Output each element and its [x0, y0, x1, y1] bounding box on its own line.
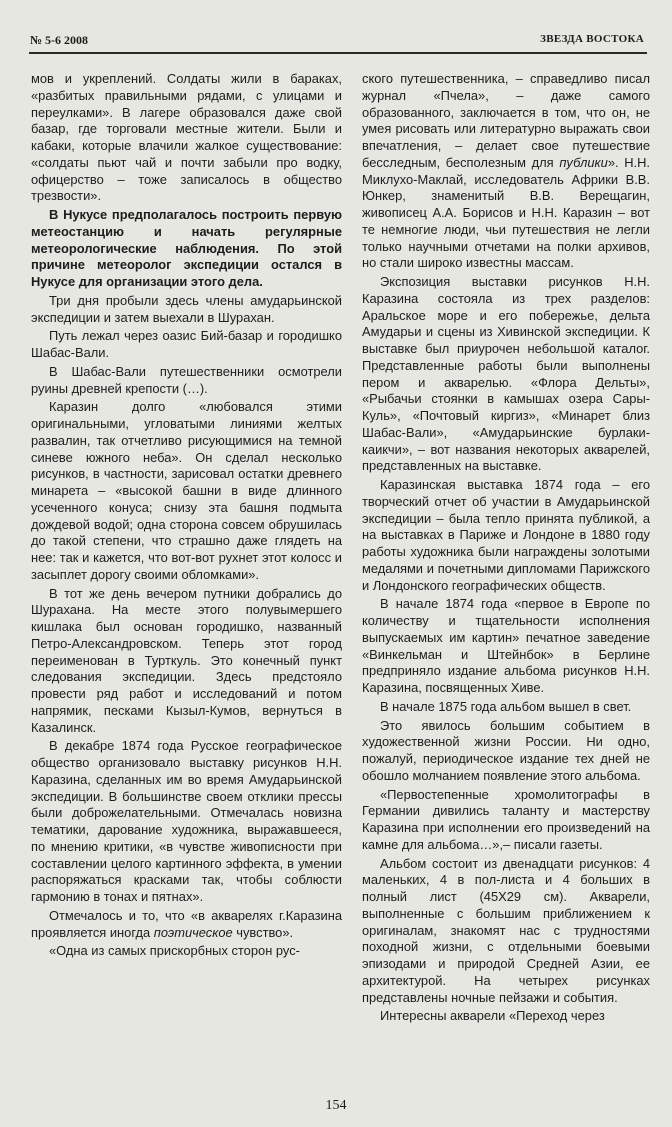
italic-emphasis: публики [559, 154, 608, 170]
paragraph-text: Альбом состоит из двенадцати рисунков: 4 маленьких, 4 в пол-листа и 4 больших в полный лист (45Х29 см). Акварели, выполненные с большим приближением к оригиналам, знакомят нас с трудностями походной жизни, с отдельными боевыми эпизодами и природой Средней Азии, ее архитектурой. На четырех рисунках представлены ночные пейзажи и события. [362, 855, 650, 1005]
paragraph [362, 274, 650, 475]
paragraph [31, 207, 342, 291]
journal-title: ЗВЕЗДА ВОСТОКА [540, 33, 644, 45]
issue-number: № 5-6 2008 [30, 33, 89, 47]
paragraph [31, 943, 342, 960]
paragraph [362, 477, 650, 594]
right-column [362, 71, 650, 1027]
paragraph-text: В декабре 1874 года Русское географическое общество организовало выставку рисунков Н.Н. Каразина, сделанных им во время Амударьинской экспедиции. В большинстве своем отклики прессы были доброжелательными. Отмечалась новизна тематики, дарование художника, выражавшееся, по мнению критики, «в чувстве живописности при составлении целого картинного эффекта, в умении распоряжаться красками так, чтобы соблюсти гармонию в тонах и пятнах». [31, 738, 342, 904]
paragraph [362, 856, 650, 1007]
paragraph [31, 586, 342, 737]
paragraph-text: В Нукусе предполагалось построить первую метеостанцию и начать регулярные метеорологические наблюдения. По этой причине метеоролог экспедиции остался в Нукусе для организации этого дела. [31, 207, 342, 289]
paragraph-text: Отмечалось и то, что «в акварелях г.Каразина проявляется иногда [31, 907, 342, 940]
paragraph-text-after: ». Н.Н. Миклухо-Маклай, исследователь Африки В.В. Юнкер, знаменитый В.В. Верещагин, живописец А.А. Борисов и Н.Н. Каразин – вот те немногие люди, чьи путешествия не легли только научными отчетами на полки архивов, но стали широко известны массам. [362, 154, 650, 271]
paragraph-text: Это явилось большим событием в художественной жизни России. Ни одно, пожалуй, периодическое издание тех дней не обошло молчанием появление этого альбома. [362, 717, 650, 783]
paragraph [31, 908, 342, 942]
paragraph [362, 71, 650, 272]
paragraph [31, 328, 342, 362]
paragraph-text: Три дня пробыли здесь члены амударьинской экспедиции и затем выехали в Шурахан. [31, 292, 342, 325]
paragraph-text: В начале 1874 года «первое в Европе по количеству и тщательности исполнения выпускаемых им картин» печатное заведение «Винкельман и Штейнбок» в Берлине предприняло издание альбома рисунков Н.Н. Каразина, посвященных Хиве. [362, 596, 650, 695]
paragraph-text: В Шабас-Вали путешественники осмотрели руины древней крепости (…). [31, 363, 342, 396]
paragraph-text: Каразинская выставка 1874 года – его творческий отчет об участии в Амударьинской экспедиции – была тепло принята публикой, а на выставках в Париже и Лондоне в 1880 году работы художника были награждены золотыми медалями и почетными дипломами Парижского и Лондонского географических обществ. [362, 477, 650, 593]
paragraph-text: ского путешественника, – справедливо писал журнал «Пчела», – даже самого образованного, заключается в том, что он, не умея рисовать или литературно выражать свои впечатления, – делает свое путешествие бесследным, бесполезным для [362, 71, 650, 170]
paragraph [362, 787, 650, 854]
paragraph-text-after: чувство». [232, 924, 294, 940]
paragraph-text: «Одна из самых прискорбных сторон рус- [49, 943, 300, 959]
paragraph-text: «Первостепенные хромолитографы в Германии дивились таланту и мастерству Каразина при исполнении его произведений на камне для альбома…»,– писали газеты. [362, 786, 650, 852]
paragraph-text: мов и укреплений. Солдаты жили в бараках, «разбитых правильными рядами, с улицами и переулками». В лагере образовался даже свой базар, где торговали местные жители. Были и кабаки, которые влачили жалкое существование: «солдаты пьют чай и почти забыли про водку, офицерство – тоже записалось в общество трезвости». [31, 71, 342, 204]
paragraph [31, 364, 342, 398]
paragraph-text: Интересны акварели «Переход через [380, 1008, 605, 1024]
paragraph [31, 71, 342, 205]
italic-emphasis: поэтическое [153, 924, 233, 940]
paragraph-text: Каразин долго «любовался этими оригинальными, угловатыми линиями желтых развалин, так отчетливо рисующимися на темной синеве южного неба». Он сделал несколько рисунков, в частности, зарисовал остатки древнего минарета – «высокой башни в виде длинного усеченного конуса; снизу эта башня подмыта дождевой водой; одна сторона совсем обрушилась до такой степени, что страшно даже глядеть на нее: так и кажется, что вот-вот рухнет этот колосс и засыплет дорогу своими обломками». [31, 399, 342, 582]
paragraph [31, 399, 342, 583]
paragraph-text: В тот же день вечером путники добрались до Шурахана. На месте этого полувымершего кишлака был основан городишко, названный Петро-Александровском. Теперь этот город переименован в Турткуль. Это конечный пункт следования экспедиции. Здесь предстояло провести ряд работ и исследований и потом напрямик, песками Кызыл-Кумов, вернуться в Казалинск. [31, 585, 342, 735]
paragraph-text: В начале 1875 года альбом вышел в свет. [380, 698, 632, 714]
header-rule [29, 52, 647, 54]
paragraph-text: Путь лежал через оазис Бий-базар и городишко Шабас-Вали. [31, 328, 342, 360]
page-number: 154 [325, 1098, 347, 1113]
paragraph [31, 738, 342, 906]
left-column [31, 71, 342, 962]
paragraph-text: Экспозиция выставки рисунков Н.Н. Каразина состояла из трех разделов: Аральское море и его побережье, дельта Амударьи и сцены из Хивинской экспедиции. К выставке был приурочен небольшой каталог. Представленные работы были выполнены пером и акварелью. «Флора Дельты», «Рыбачьи стоянки в камышах озера Сары-Куль», «Почтовый киргиз», «Минарет близ Шабас-Вали», «Амударьинские бурлаки-каикчи», – вот названия некоторых акварелей, представленных на выставке. [362, 274, 650, 474]
paragraph [362, 718, 650, 785]
paragraph [362, 1008, 650, 1025]
paragraph [362, 699, 650, 716]
paragraph [31, 293, 342, 327]
paragraph [362, 596, 650, 697]
